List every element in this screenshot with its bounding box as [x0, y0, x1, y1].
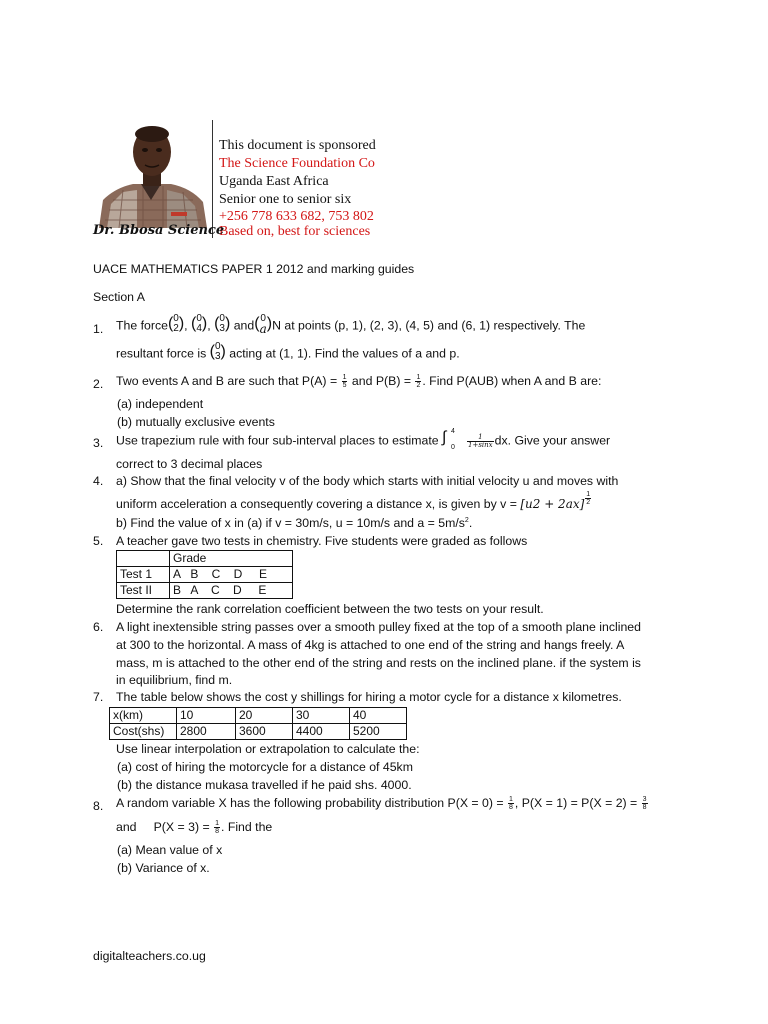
question-1-line-1: The force( 0 2 ), ( 0 4 ), ( 0 3 ) and( 0 a )N at points (p, 1), (2, 3), (4, 5) and (6, 1) respectively. The — [116, 313, 586, 336]
question-7-line-2: Use linear interpolation or extrapolation to calculate the: — [116, 742, 420, 756]
exponent-fraction: $\frac{1}{2}$ — [586, 491, 591, 507]
force-vector-2: ( 0 4 ) — [191, 313, 208, 334]
question-7-option-a: (a) cost of hiring the motorcycle for a distance of 45km — [117, 760, 413, 774]
question-6-line-4: in equilibrium, find m. — [116, 673, 233, 687]
question-number: 4. — [93, 474, 104, 488]
banner-divider — [212, 120, 213, 238]
table-cell: 10 — [177, 708, 236, 724]
banner-caption: Dr. Bbosa Science — [93, 223, 225, 238]
fraction-pa: $\frac{1}{5}$ — [342, 374, 347, 390]
banner-line-country: Uganda East Africa — [219, 174, 329, 189]
table-cell: 20 — [236, 708, 293, 724]
table-cell: B A C D E — [170, 583, 293, 599]
table-cell: Cost(shs) — [110, 724, 177, 740]
table-cell — [117, 551, 170, 567]
question-8-line-2: and P(X = 3) = $\frac{1}{8}$ . Find the — [116, 820, 273, 836]
hire-cost-table — [109, 707, 407, 740]
question-3-line-1: Use trapezium rule with four sub-interval places to estimate ∫ 4 0 $\frac{1}{1+\sin x}$ dx. Give your answer — [116, 428, 611, 451]
author-photo — [93, 120, 211, 228]
question-4-line-1: a) Show that the final velocity v of the body which starts with initial velocity u and moves with — [116, 474, 619, 488]
velocity-expression: [u2 + 2ax] — [520, 497, 585, 511]
question-1-line-2: resultant force is ( 0 3 ) acting at (1, 1). Find the values of a and p. — [116, 341, 460, 362]
table-cell: 40 — [350, 708, 407, 724]
force-vector-4: ( 0 a ) — [254, 313, 273, 336]
sponsor-banner — [93, 120, 385, 245]
resultant-vector: ( 0 3 ) — [209, 341, 226, 362]
question-5-line-1: A teacher gave two tests in chemistry. Five students were graded as follows — [116, 534, 528, 548]
fraction-pb: $\frac{1}{2}$ — [416, 374, 421, 390]
question-7-line-1: The table below shows the cost y shillings for hiring a motor cycle for a distance x kilometres. — [116, 690, 622, 704]
banner-line-slogan: Based on, best for sciences — [219, 224, 371, 239]
question-4-line-2: uniform acceleration a consequently covering a distance x, is given by v = [u2 + 2ax] $\frac{1}{2}$ — [116, 491, 591, 511]
question-number: 6. — [93, 620, 104, 634]
fraction-p0: $\frac{1}{8}$ — [508, 796, 513, 812]
table-cell: 5200 — [350, 724, 407, 740]
table-cell: 4400 — [293, 724, 350, 740]
question-6-line-3: mass, m is attached to the other end of the string and rests on the inclined plane. if the system is — [116, 656, 641, 670]
force-vector-1: ( 0 2 ) — [167, 313, 185, 334]
table-cell: Test 1 — [117, 567, 170, 583]
fraction-p12: $\frac{3}{8}$ — [642, 796, 647, 812]
question-7-option-b: (b) the distance mukasa travelled if he paid shs. 4000. — [117, 778, 412, 792]
footer-site: digitalteachers.co.ug — [93, 949, 206, 963]
table-row — [110, 724, 407, 740]
question-5-line-2: Determine the rank correlation coefficient between the two tests on your result. — [116, 602, 544, 616]
integral-sign: ∫ 4 0 — [442, 428, 455, 451]
table-header-cell: Grade — [170, 551, 293, 567]
banner-line-phone: +256 778 633 682, 753 802 — [219, 209, 374, 224]
banner-line-foundation: The Science Foundation Co — [219, 156, 375, 171]
question-number: 3. — [93, 436, 104, 450]
force-vector-3: ( 0 3 ) — [214, 313, 231, 334]
banner-line-sponsored: This document is sponsored — [219, 138, 376, 153]
question-2-line-1: Two events A and B are such that P(A) = $\frac{1}{5}$ and P(B) = $\frac{1}{2}$ . Find P(AUB) when A and B are: — [116, 374, 602, 390]
table-row — [117, 583, 293, 599]
banner-line-levels: Senior one to senior six — [219, 192, 352, 207]
question-8-option-a: (a) Mean value of x — [117, 843, 223, 857]
table-cell: Test II — [117, 583, 170, 599]
question-2-option-b: (b) mutually exclusive events — [117, 415, 275, 429]
table-row — [117, 567, 293, 583]
question-8-option-b: (b) Variance of x. — [117, 861, 210, 875]
table-cell: 30 — [293, 708, 350, 724]
question-number: 7. — [93, 690, 104, 704]
section-heading: Section A — [93, 290, 145, 304]
question-number: 5. — [93, 534, 104, 548]
question-number: 2. — [93, 377, 104, 391]
table-row — [110, 708, 407, 724]
question-6-line-2: at 300 to the horizontal. A mass of 4kg is attached to one end of the string and hangs freely. A — [116, 638, 625, 652]
fraction-p3: $\frac{1}{8}$ — [215, 820, 219, 836]
question-number: 8. — [93, 799, 104, 813]
integrand-fraction: $\frac{1}{1+\sin x}$ — [468, 432, 493, 449]
question-number: 1. — [93, 322, 104, 336]
table-cell: 2800 — [177, 724, 236, 740]
document-title: UACE MATHEMATICS PAPER 1 2012 and marking guides — [93, 262, 415, 276]
question-6-line-1: A light inextensible string passes over a smooth pulley fixed at the top of a smooth plane inclined — [116, 620, 641, 634]
table-cell: 3600 — [236, 724, 293, 740]
table-cell: A B C D E — [170, 567, 293, 583]
question-4-line-3: b) Find the value of x in (a) if v = 30m/s, u = 10m/s and $a = 5m/s^2$. — [116, 516, 473, 530]
question-8-line-1: A random variable X has the following probability distribution P(X = 0) = $\frac{1}{8}$ , P(X = 1) = P(X = 2) = $\frac{3}{8}$ — [116, 796, 647, 812]
question-2-option-a: (a) independent — [117, 397, 204, 411]
question-3-line-2: correct to 3 decimal places — [116, 457, 263, 471]
grades-table — [116, 550, 293, 599]
table-cell: x(km) — [110, 708, 177, 724]
table-row — [117, 551, 293, 567]
